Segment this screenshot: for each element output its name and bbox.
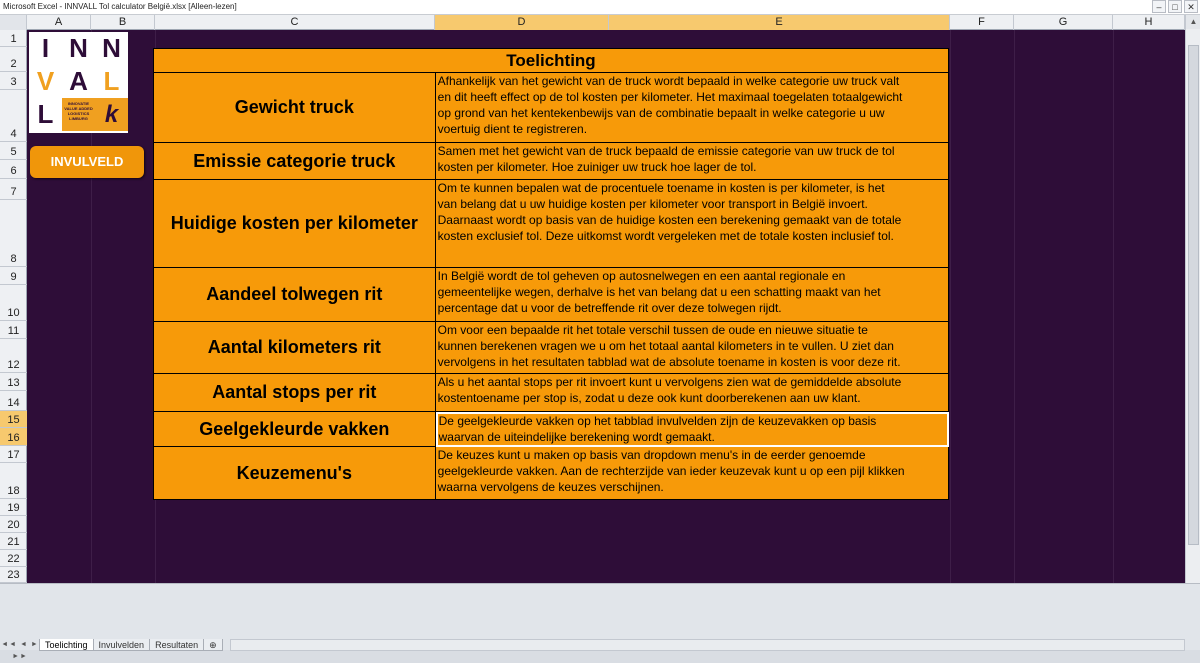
tab-resultaten[interactable]: Resultaten — [149, 639, 204, 651]
description-line: kosten exclusief tol. Deze uitkomst wordt vergeleken met de totale kosten inclusief tol. — [437, 229, 894, 243]
row-header[interactable]: 10 — [0, 285, 27, 321]
gridline — [950, 30, 951, 583]
description-line: kunnen berekenen vragen we u om het totaal aantal kilometers in te vullen. U ziet dan — [437, 339, 894, 353]
logo-letter: L — [37, 99, 54, 129]
row-header[interactable]: 20 — [0, 516, 27, 533]
column-header-e[interactable]: E — [609, 15, 950, 30]
window-title: Microsoft Excel - INNVALL Tol calculator België.xlsx [Alleen-lezen] — [3, 2, 237, 11]
row-header[interactable]: 17 — [0, 446, 27, 463]
description-line: Samen met het gewicht van de truck bepaald de emissie categorie van uw truck de tol — [437, 144, 895, 158]
row-description[interactable] — [436, 73, 949, 143]
row-label-huidige-kosten[interactable]: Huidige kosten per kilometer — [154, 180, 436, 268]
row-header[interactable]: 2 — [0, 47, 27, 72]
column-headers — [0, 15, 1200, 30]
description-line: In België wordt de tol geheven op autosnelwegen en een aantal regionale en — [437, 269, 846, 283]
description-line: De keuzes kunt u maken op basis van dropdown menu's in de eerder genoemde — [437, 448, 866, 462]
row-header[interactable]: 23 — [0, 567, 27, 583]
row-header[interactable]: 5 — [0, 142, 27, 160]
row-header[interactable]: 6 — [0, 160, 27, 179]
row-header[interactable]: 19 — [0, 499, 27, 516]
row-description[interactable] — [436, 447, 949, 500]
row-description[interactable] — [436, 143, 949, 180]
row-header[interactable]: 12 — [0, 339, 27, 373]
scroll-thumb[interactable] — [1188, 45, 1199, 545]
logo-letter: A — [69, 66, 88, 96]
status-area — [0, 583, 1200, 660]
table-row — [153, 447, 949, 500]
selected-cell[interactable] — [436, 412, 949, 447]
table-row — [153, 143, 949, 180]
description-line: op grond van het kentekenbewijs van de combinatie bepaalt in welke categorie u uw — [437, 106, 885, 120]
table-row — [153, 73, 949, 143]
row-header[interactable]: 13 — [0, 373, 27, 391]
logo-tagline: INNOVATIE VALUE ADDED LOGISTICS LIMBURG — [62, 98, 95, 131]
close-icon[interactable]: ✕ — [1184, 0, 1198, 13]
logo-letter: L — [103, 66, 120, 96]
table-row — [153, 322, 949, 374]
description-line: Als u het aantal stops per rit invoert kunt u vervolgens zien wat de gemiddelde absolute — [437, 375, 902, 389]
tab-invulvelden[interactable]: Invulvelden — [93, 639, 151, 651]
description-line: Afhankelijk van het gewicht van de truck wordt bepaald in welke categorie uw truck valt — [437, 74, 900, 88]
row-header[interactable]: 11 — [0, 321, 27, 339]
row-header[interactable]: 9 — [0, 267, 27, 285]
gridline — [1113, 30, 1114, 583]
row-header[interactable]: 4 — [0, 90, 27, 142]
row-headers — [0, 30, 27, 583]
horizontal-scrollbar[interactable] — [230, 639, 1185, 651]
scroll-up-icon[interactable]: ▲ — [1186, 15, 1200, 29]
table-row — [153, 374, 949, 412]
column-header-b[interactable]: B — [91, 15, 155, 30]
description-line: kosten per kilometer. Hoe zuiniger uw truck hoe lager de tol. — [437, 160, 757, 174]
gridline — [1014, 30, 1015, 583]
row-header[interactable]: 22 — [0, 550, 27, 567]
tab-navigation-icon[interactable]: ◄◄ ◄ ► ►► — [1, 641, 39, 660]
insert-sheet-icon[interactable]: ⊕ — [203, 639, 223, 651]
worksheet-area[interactable] — [27, 30, 1185, 583]
logo-letter: N — [69, 33, 88, 63]
description-line: voertuig dient te registreren. — [437, 122, 588, 136]
row-description[interactable] — [436, 180, 949, 268]
row-label-aandeel-tolwegen[interactable]: Aandeel tolwegen rit — [154, 268, 436, 322]
column-header-d[interactable]: D — [435, 15, 609, 30]
description-line: Om voor een bepaalde rit het totale verschil tussen de oude en nieuwe situatie te — [437, 323, 868, 337]
column-header-a[interactable]: A — [27, 15, 91, 30]
row-label-aantal-stops[interactable]: Aantal stops per rit — [154, 374, 436, 412]
window-controls — [1152, 0, 1198, 15]
toelichting-table — [153, 48, 949, 500]
select-all-corner[interactable] — [0, 15, 27, 30]
description-line: en dit heeft effect op de tol kosten per kilometer. Het maximaal toegelaten totaalgewicht — [437, 90, 903, 104]
column-header-f[interactable]: F — [950, 15, 1014, 30]
description-line: De geelgekleurde vakken op het tabblad invulvelden zijn de keuzevakken op basis — [438, 414, 877, 428]
row-description[interactable] — [436, 374, 949, 412]
table-row — [153, 180, 949, 268]
logo-letter: N — [102, 33, 121, 63]
row-label-emissie-categorie[interactable]: Emissie categorie truck — [154, 143, 436, 180]
row-label-keuzemenus[interactable]: Keuzemenu's — [154, 447, 436, 500]
description-line: vervolgens in het resultaten tabblad wat de absolute toename in kosten is voor deze rit. — [437, 355, 901, 369]
row-header[interactable]: 15 — [0, 411, 27, 428]
table-row — [153, 268, 949, 322]
row-description[interactable] — [436, 268, 949, 322]
description-line: geelgekleurde vakken. Aan de rechterzijde van ieder keuzevak kunt u op een pijl klikken — [437, 464, 905, 478]
table-row — [153, 412, 949, 447]
row-label-geelgekleurde-vakken[interactable]: Geelgekleurde vakken — [154, 412, 436, 447]
row-header[interactable]: 7 — [0, 179, 27, 200]
description-line: percentage dat u voor de betreffende rit over deze tolwegen rijdt. — [437, 301, 782, 315]
description-line: van belang dat u uw huidige kosten per kilometer voor transport in België invoert. — [437, 197, 868, 211]
logo-letter: I — [41, 33, 50, 63]
logo-letter: V — [36, 66, 55, 96]
column-header-g[interactable]: G — [1014, 15, 1113, 30]
column-header-c[interactable]: C — [155, 15, 435, 30]
row-header[interactable]: 3 — [0, 72, 27, 90]
vertical-scrollbar[interactable] — [1185, 15, 1200, 583]
row-header[interactable]: 8 — [0, 200, 27, 267]
row-header[interactable]: 1 — [0, 30, 27, 47]
description-line: waarna vervolgens de keuzes verschijnen. — [437, 480, 664, 494]
description-line: Daarnaast wordt op basis van de huidige kosten een berekening gemaakt van de totale — [437, 213, 902, 227]
innvall-logo — [29, 32, 128, 133]
title-bar — [0, 0, 1200, 15]
logo-k: k — [95, 98, 128, 131]
invulveld-button[interactable]: INVULVELD — [30, 146, 144, 178]
row-header[interactable]: 18 — [0, 463, 27, 499]
description-line: Om te kunnen bepalen wat de procentuele toename in kosten is per kilometer, is het — [437, 181, 885, 195]
row-description[interactable] — [436, 322, 949, 374]
row-label-gewicht-truck[interactable]: Gewicht truck — [154, 73, 436, 143]
table-header: Toelichting — [153, 48, 949, 73]
description-line: kostentoename per stop is, zodat u deze ook kunt doorberekenen aan uw klant. — [437, 391, 861, 405]
row-header[interactable]: 14 — [0, 391, 27, 411]
row-header[interactable]: 16 — [0, 428, 27, 446]
description-line: gemeentelijke wegen, derhalve is het van belang dat u een schatting maakt van het — [437, 285, 881, 299]
row-header[interactable]: 21 — [0, 533, 27, 550]
tab-toelichting[interactable]: Toelichting — [39, 639, 94, 651]
minimize-icon[interactable]: – — [1152, 0, 1166, 13]
column-header-h[interactable]: H — [1113, 15, 1185, 30]
row-label-aantal-kilometers[interactable]: Aantal kilometers rit — [154, 322, 436, 374]
description-line: waarvan de uiteindelijke berekening wordt gemaakt. — [438, 430, 715, 444]
maximize-icon[interactable]: □ — [1168, 0, 1182, 13]
